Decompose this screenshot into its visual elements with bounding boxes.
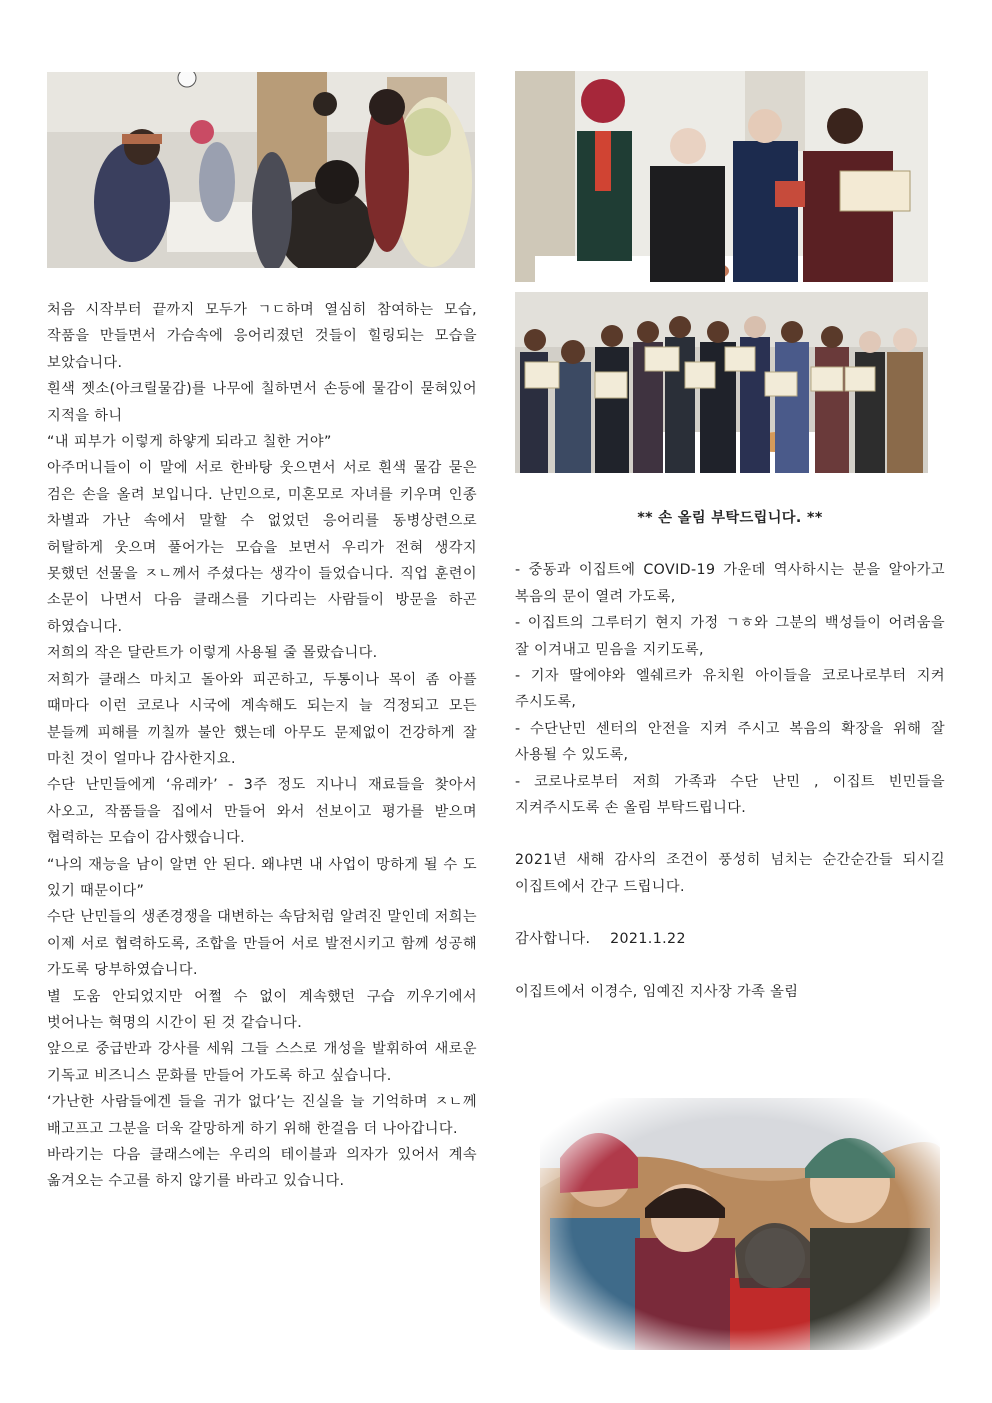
photo-family-portrait-icon	[540, 1098, 940, 1350]
photo-group-certificates	[515, 292, 928, 473]
prayer-item: - 기자 딸에야와 엘쉐르카 유치원 아이들을 코로나로부터 지켜 주시도록,	[515, 668, 945, 711]
photo-certificate-ceremony	[515, 71, 928, 282]
photo-certificate-four-people-icon	[515, 71, 928, 282]
closing-thanks-date: 감사합니다. 2021.1.22	[515, 931, 686, 948]
paragraph: 앞으로 중급반과 강사를 세워 그들 스스로 개성을 발휘하여 새로운 기독교 비즈니스 문화를 만들어 가도록 하고 싶습니다.	[47, 1041, 477, 1084]
paragraph: 바라기는 다음 클래스에는 우리의 테이블과 의자가 있어서 계속 옮겨오는 수고를 하지 않기를 바라고 있습니다.	[47, 1147, 477, 1190]
photo-group-with-certificates-icon	[515, 292, 928, 473]
paragraph: 아주머니들이 이 말에 서로 한바탕 웃으면서 서로 흰색 물감 묻은 검은 손을 올려 보입니다. 난민으로, 미혼모로 자녀를 키우며 인종 차별과 가난 속에서 말할 수 없었던 응어리를 동병상련으로 허탈하게 웃으며 풀어가는 모습을 보면서 우리가 전혀 생각지 못했던 선물을 ㅈㄴ께서 주셨다는 생각이 들었습니다. 직업 훈련이 소문이 나면서 다음 클래스를 기다리는 사람들이 방문을 하곤 하였습니다.	[47, 460, 477, 635]
paragraph: ‘가난한 사람들에겐 들을 귀가 없다’는 진실을 늘 기억하며 ㅈㄴ께 배고프고 그분을 더욱 갈망하게 하기 위해 한걸음 더 나아갑니다.	[47, 1094, 477, 1137]
prayer-section	[515, 505, 945, 1005]
prayer-item: - 코로나로부터 저희 가족과 수단 난민 , 이집트 빈민들을 지켜주시도록 손 올림 부탁드립니다.	[515, 773, 945, 817]
prayer-item: - 이집트의 그루터기 현지 가정 ㄱㅎ와 그분의 백성들이 어려움을 잘 이겨내고 믿음을 지키도록,	[515, 615, 945, 658]
paragraph: 저희가 클래스 마치고 돌아와 피곤하고, 두통이나 목이 좀 아플 때마다 이런 코로나 시국에 계속해도 되는지 늘 걱정되고 모든 분들께 피해를 끼칠까 불안 했는데 아무도 문제없이 건강하게 잘 마친 것이 얼마나 감사한지요.	[47, 671, 477, 767]
paragraph: 수단 난민들의 생존경쟁을 대변하는 속담처럼 알려진 말인데 저희는 이제 서로 협력하도록, 조합을 만들어 서로 발전시키고 함께 성공해 가도록 당부하였습니다.	[47, 909, 477, 979]
paragraph: 별 도움 안되었지만 어쩔 수 없이 계속했던 구습 끼우기에서 벗어나는 혁명의 시간이 된 것 같습니다.	[47, 988, 477, 1031]
paragraph: 흰색 젯소(아크릴물감)를 나무에 칠하면서 손등에 물감이 묻혀있어 지적을 하니	[47, 381, 477, 424]
prayer-heading: ** 손 올림 부탁드립니다. **	[637, 510, 823, 526]
closing-wish: 2021년 새해 감사의 조건이 풍성히 넘치는 순간순간들 되시길 이집트에서 간구 드립니다.	[515, 852, 945, 895]
signature: 이집트에서 이경수, 임예진 지사장 가족 올림	[515, 983, 799, 1000]
paragraph: 저희의 작은 달란트가 이렇게 사용될 줄 몰랐습니다.	[47, 645, 378, 662]
photo-class-workshop	[47, 72, 475, 268]
paragraph: 처음 시작부터 끝까지 모두가 ㄱㄷ하며 열심히 참여하는 모습, 작품을 만들면서 가슴속에 응어리졌던 것들이 힐링되는 모습을 보았습니다.	[47, 302, 477, 371]
article-body	[47, 297, 477, 1195]
photo-women-crafting-icon	[47, 72, 475, 268]
paragraph: 수단 난민들에게 ‘유레카’ - 3주 정도 지나니 재료들을 찾아서 사오고, 작품들을 집에서 만들어 와서 선보이고 평가를 받으며 협력하는 모습이 감사했습니다.	[47, 777, 477, 847]
quote: “나의 재능을 남이 알면 안 된다. 왜냐면 내 사업이 망하게 될 수 도 있기 때문이다”	[47, 856, 477, 899]
photo-family	[540, 1098, 940, 1350]
prayer-item: - 수단난민 센터의 안전을 지켜 주시고 복음의 확장을 위해 잘 사용될 수 있도록,	[515, 720, 945, 764]
quote: “내 피부가 이렇게 하얗게 되라고 칠한 거야”	[47, 434, 332, 451]
prayer-item: - 중동과 이집트에 COVID-19 가운데 역사하시는 분을 알아가고 복음의 문이 열려 가도록,	[515, 562, 945, 605]
